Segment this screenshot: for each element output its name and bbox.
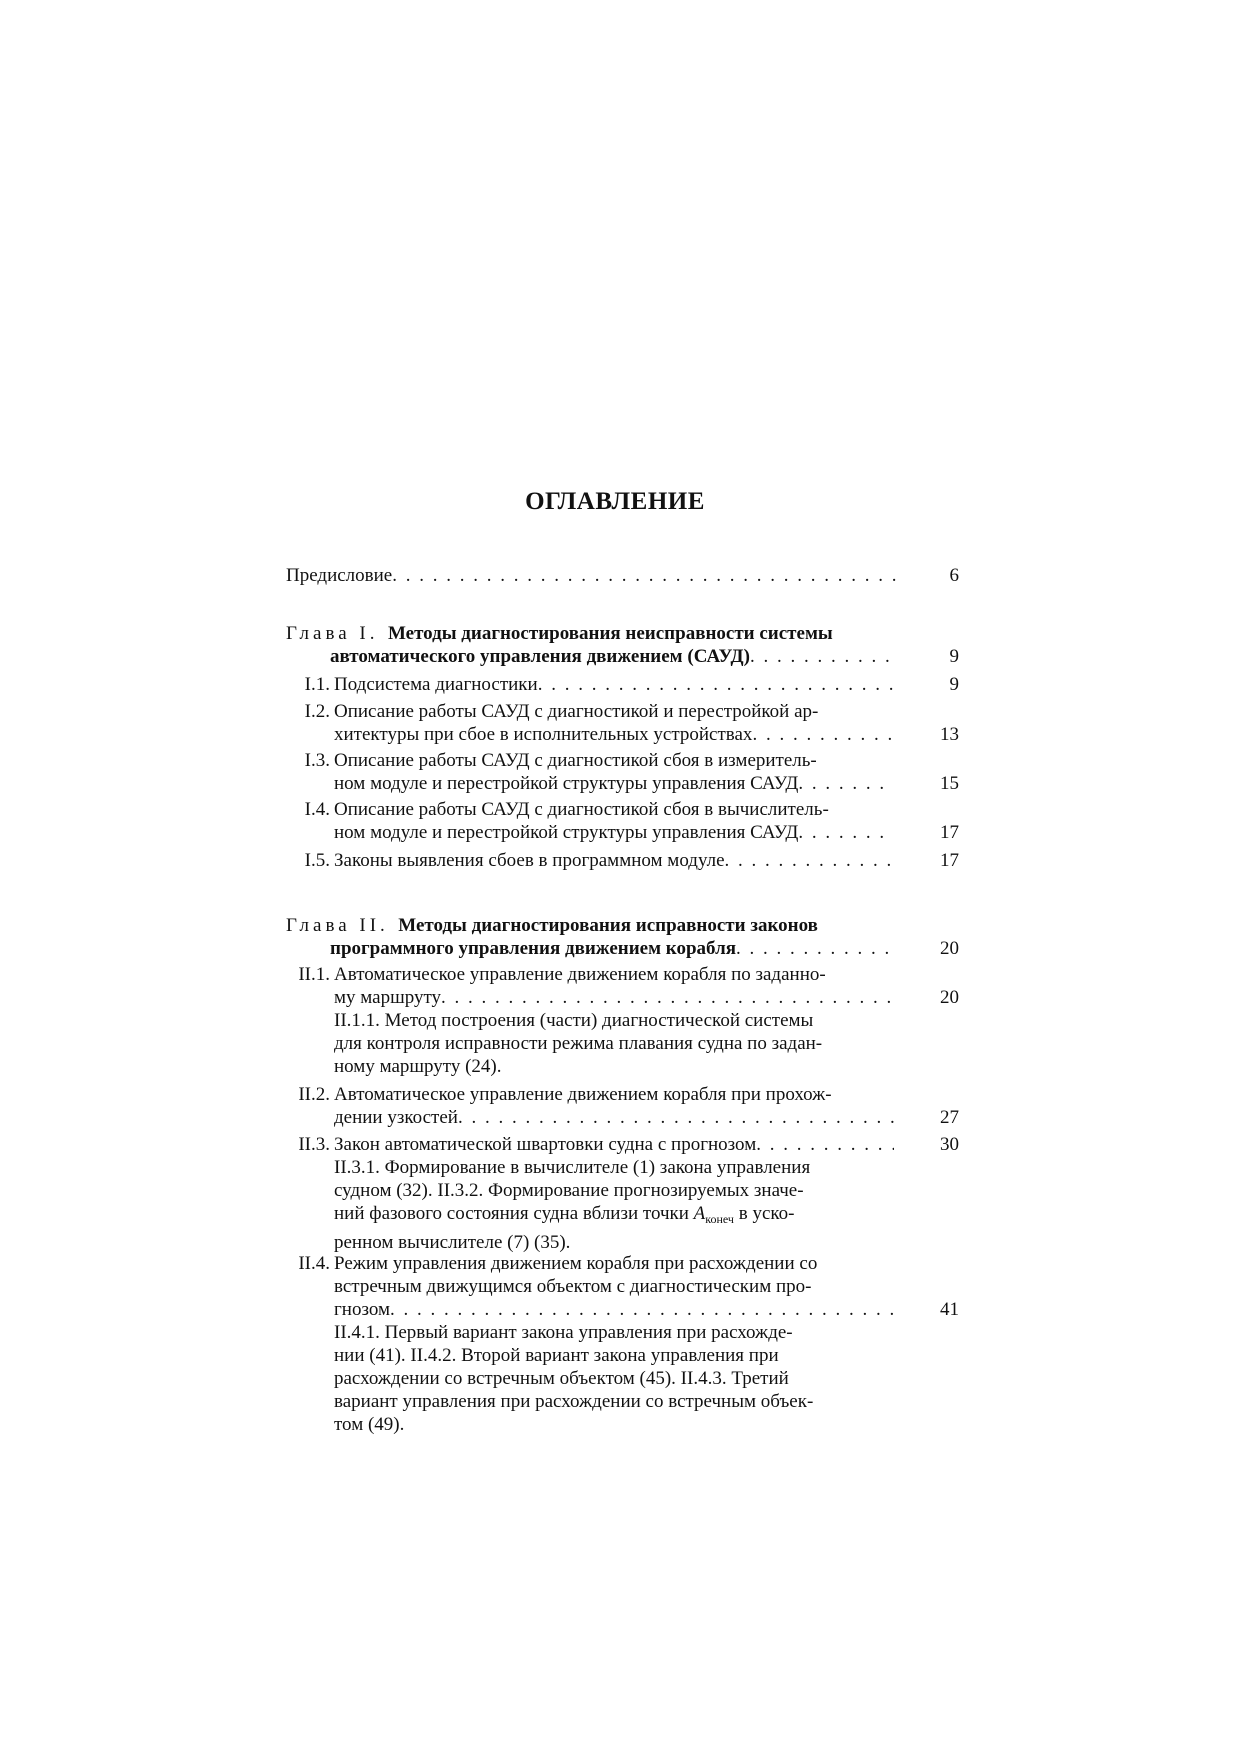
toc-section-1-4[interactable]: I.4. Описание работы САУД с диагностикой сбоя в вычислитель- ном модуле и перестройкой структуры управления САУД . . . 17: [286, 798, 898, 844]
toc-page-number: 17: [940, 850, 959, 871]
chapter-title-line2: программного управления движением корабля: [330, 938, 737, 959]
toc-section-1-2[interactable]: I.2. Описание работы САУД с диагностикой и перестройкой ар- хитектуры при сбое в исполнительных устройствах . . . 13: [286, 700, 898, 746]
subsection-list: II.3.1. Формирование в вычислителе (1) закона управления судном (32). II.3.2. Формирование прогнозируемых значе- ний фазового состояния судна вблизи точки $A_{конеч}$ в уско- ренном вычислителе (7) (35).: [334, 1157, 811, 1253]
toc-section-1-1[interactable]: I.1. Подсистема диагностики . . . 9: [286, 673, 898, 696]
toc-page-number: 27: [940, 1107, 959, 1128]
toc-section-2-2[interactable]: II.2. Автоматическое управление движением корабля при прохож- дении узкостей . . . 27: [286, 1083, 898, 1129]
toc-page-number: 13: [940, 724, 959, 745]
page-title: ОГЛАВЛЕНИЕ: [525, 488, 705, 515]
toc-chapter-2[interactable]: [286, 914, 898, 937]
chapter-title-line1: Методы диагностирования неисправности системы: [387, 623, 833, 644]
toc-chapter-2-line2[interactable]: [330, 937, 959, 960]
toc-page-number: 20: [940, 938, 959, 959]
toc-page-number: 9: [949, 646, 959, 667]
toc-section-1-3[interactable]: I.3. Описание работы САУД с диагностикой сбоя в измеритель- ном модуле и перестройкой структуры управления САУД . . . 15: [286, 749, 898, 795]
chapter-title-line2: автоматического управления движением (САУД): [330, 646, 750, 667]
subsection-list: II.4.1. Первый вариант закона управления при расхожде- нии (41). II.4.2. Второй вариант закона управления при расхождении со встречным объектом (45). II.4.3. Третий вариант управления при расхождении со встречным объек- том (49).: [334, 1322, 814, 1435]
toc-chapter-1-line2[interactable]: [330, 645, 959, 668]
toc-section-2-1[interactable]: II.1. Автоматическое управление движением корабля по заданно- му маршруту . . . II.1.1. Метод построения (части) диагностической системы для контроля исправности режима плавания судна по задан- ному маршруту (24). 20: [286, 963, 898, 1078]
toc-chapter-1[interactable]: [286, 622, 898, 645]
toc-page-number: 30: [940, 1134, 959, 1155]
toc-section-2-3[interactable]: II.3. Закон автоматической швартовки судна с прогнозом . . . II.3.1. Формирование в вычислителе (1) закона управления судном (32). II.3.2. Формирование прогнозируемых значе- ний фазового состояния судна вблизи точки $A_{конеч}$ в уско- ренном вычислителе (7) (35). 30: [286, 1133, 898, 1254]
toc-section-1-5[interactable]: I.5. Законы выявления сбоев в программном модуле . . . 17: [286, 849, 898, 872]
toc-entry-label: Предисловие: [286, 565, 393, 586]
toc-section-2-4[interactable]: II.4. Режим управления движением корабля при расхождении со встречным движущимся объектом с диагностическим про- гнозом . . . II.4.1. Первый вариант закона управления при расхожде- нии (41). II.4.2. Второй вариант закона управления при расхождении со встречным объектом (45). II.4.3. Третий вариант управления при расхождении со встречным объек- том (49). 41: [286, 1252, 898, 1436]
toc-page-number: 17: [940, 822, 959, 843]
chapter-title-line1: Методы диагностирования исправности законов: [398, 915, 818, 936]
toc-page-number: 15: [940, 773, 959, 794]
toc-entry-preface[interactable]: [286, 564, 959, 587]
chapter-prefix: Глава I.: [286, 623, 379, 644]
subsection-list: II.1.1. Метод построения (части) диагностической системы для контроля исправности режима плавания судна по задан- ному маршруту (24).: [334, 1010, 823, 1077]
toc-page-number: 41: [940, 1299, 959, 1320]
toc-page-number: 9: [949, 674, 959, 695]
chapter-prefix: Глава II.: [286, 915, 389, 936]
toc-page-number: 6: [949, 565, 959, 586]
toc-page-number: 20: [940, 987, 959, 1008]
